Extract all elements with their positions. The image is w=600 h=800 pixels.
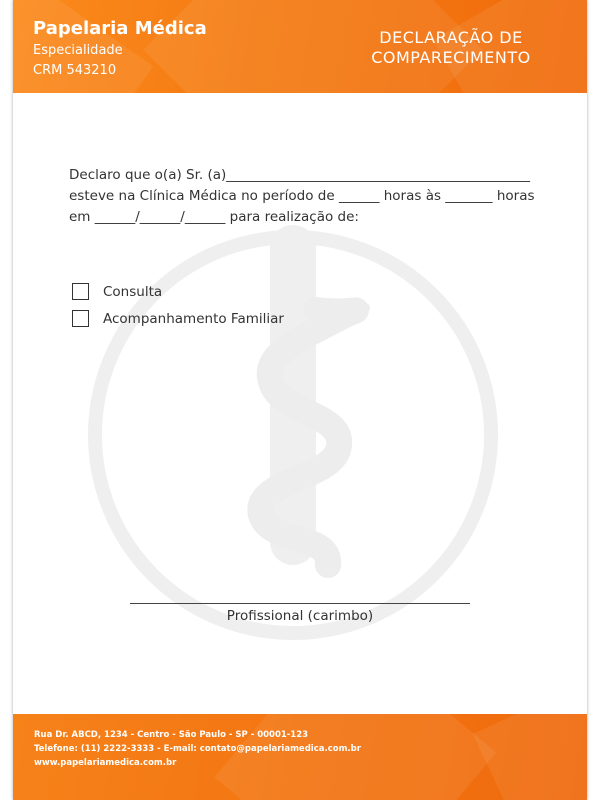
brand-specialty: Especialidade bbox=[33, 43, 123, 58]
document-title bbox=[336, 28, 566, 68]
checkbox-acompanhamento[interactable] bbox=[72, 310, 89, 327]
option-label-acompanhamento: Acompanhamento Familiar bbox=[103, 311, 284, 327]
footer-phone-email: Telefone: (11) 2222-3333 - E-mail: contato@papelariamedica.com.br bbox=[34, 744, 361, 754]
brand-name: Papelaria Médica bbox=[33, 18, 207, 39]
footer-banner bbox=[13, 714, 587, 800]
declaration-line-2: esteve na Clínica Médica no período de ______ horas às _______ horas bbox=[69, 188, 535, 204]
signature-line bbox=[130, 603, 470, 604]
document-title-line1: DECLARAÇÃO DE bbox=[379, 28, 523, 47]
checkbox-consulta[interactable] bbox=[72, 283, 89, 300]
document-sheet bbox=[13, 0, 587, 800]
rod-of-asclepius-icon bbox=[83, 215, 503, 655]
option-label-consulta: Consulta bbox=[103, 284, 163, 300]
header-banner bbox=[13, 0, 587, 93]
declaration-line-3: em ______/______/______ para realização de: bbox=[69, 209, 359, 225]
footer-address: Rua Dr. ABCD, 1234 - Centro - São Paulo - SP - 00001-123 bbox=[34, 730, 309, 740]
declaration-text bbox=[69, 165, 535, 228]
footer-contact-info bbox=[34, 728, 361, 770]
footer-facet bbox=[473, 714, 587, 800]
footer-website: www.papelariamedica.com.br bbox=[34, 758, 177, 768]
brand-crm: CRM 543210 bbox=[33, 63, 117, 78]
document-title-line2: COMPARECIMENTO bbox=[371, 48, 531, 67]
signature-label: Profissional (carimbo) bbox=[226, 608, 374, 624]
declaration-line-1: Declaro que o(a) Sr. (a)_____________________________________________ bbox=[69, 167, 531, 183]
